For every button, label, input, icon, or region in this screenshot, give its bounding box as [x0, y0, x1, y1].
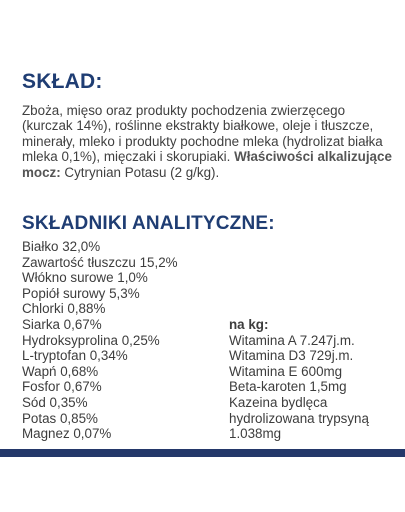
list-item: Beta-karoten 1,5mg: [229, 379, 347, 395]
alkaline-label: Właściwości alkalizujące mocz:: [22, 149, 392, 180]
list-item: Zawartość tłuszczu 15,2%: [22, 254, 178, 270]
list-item: Witamina E 600mg: [229, 363, 343, 379]
list-item: Białko 32,0%: [22, 239, 101, 254]
list-item: Popiół surowy 5,3%: [22, 285, 140, 301]
analytical-heading: SKŁADNIKI ANALITYCZNE:: [22, 213, 275, 234]
list-item: Siarka 0,67%: [22, 316, 102, 332]
list-item: Wapń 0,68%: [22, 363, 99, 379]
list-item: Hydroksyprolina 0,25%: [22, 332, 160, 348]
list-item: Witamina D3 729j.m.: [229, 348, 354, 364]
list-item: hydrolizowana trypsyną: [229, 410, 369, 426]
analytical-list: [22, 239, 178, 442]
alkaline-value: Cytrynian Potasu (2 g/kg).: [60, 164, 220, 180]
footer-space: [0, 457, 405, 512]
list-item: Witamina A 7.247j.m.: [229, 332, 355, 348]
list-item: L-tryptofan 0,34%: [22, 348, 128, 364]
footer-bar: [0, 449, 405, 457]
list-item: 1.038mg: [229, 426, 282, 442]
list-item: Kazeina bydlęca: [229, 394, 328, 410]
list-item: Chlorki 0,88%: [22, 301, 106, 317]
list-item: Magnez 0,07%: [22, 426, 112, 442]
composition-heading: SKŁAD:: [22, 70, 103, 93]
composition-text: [22, 103, 392, 180]
composition-ingredients: Zboża, mięso oraz produkty pochodzenia zwierzęcego (kurczak 14%), roślinne ekstrakty białkowe, oleje i tłuszcze, minerały, mleko i produkty pochodne mleka (hydrolizat białka mleka 0,1%), mięczaki i skorupiaki.: [22, 103, 383, 165]
list-item: Fosfor 0,67%: [22, 379, 102, 395]
per-kg-heading: na kg:: [229, 317, 269, 332]
per-kg-list: [229, 317, 369, 442]
list-item: Sód 0,35%: [22, 394, 88, 410]
list-item: Włókno surowe 1,0%: [22, 270, 148, 286]
list-item: Potas 0,85%: [22, 410, 98, 426]
